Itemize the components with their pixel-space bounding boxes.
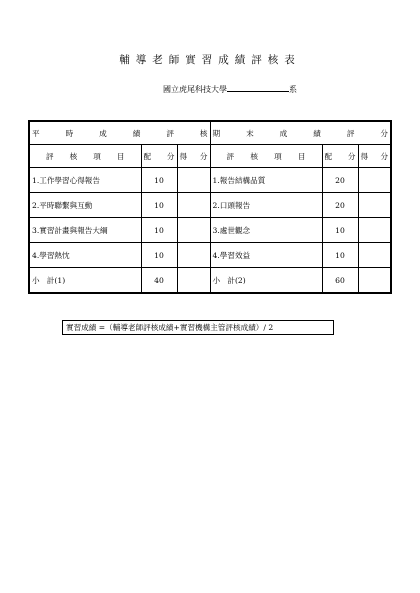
right-item: 4.學習效益 bbox=[210, 243, 322, 268]
table-row bbox=[29, 193, 391, 218]
right-item: 3.處世觀念 bbox=[210, 218, 322, 243]
right-score-cell[interactable] bbox=[358, 243, 391, 268]
final-score-formula: 實習成績 =（輔導老師評核成績+實習機構主管評核成績）/ 2 bbox=[62, 320, 334, 335]
left-item: 2.平時聯繫與互動 bbox=[29, 193, 141, 218]
left-score-cell[interactable] bbox=[177, 168, 210, 193]
left-score-cell[interactable] bbox=[177, 218, 210, 243]
table-row bbox=[29, 168, 391, 193]
department-blank[interactable] bbox=[227, 84, 289, 92]
right-points-header: 配 分 bbox=[322, 145, 358, 168]
right-subtotal-points: 60 bbox=[322, 268, 358, 294]
left-item: 1.工作學習心得報告 bbox=[29, 168, 141, 193]
right-score-header: 得 分 bbox=[358, 145, 391, 168]
table-row bbox=[29, 218, 391, 243]
right-score-cell[interactable] bbox=[358, 193, 391, 218]
left-score-cell[interactable] bbox=[177, 243, 210, 268]
left-score-header: 得 分 bbox=[177, 145, 210, 168]
right-item: 1.報告結構品質 bbox=[210, 168, 322, 193]
final-score-section: 期 末 成 績 評 分 bbox=[210, 121, 391, 145]
table-row bbox=[29, 243, 391, 268]
left-points: 10 bbox=[141, 168, 177, 193]
department-suffix: 系 bbox=[289, 85, 297, 94]
left-item-header: 評 核 項 目 bbox=[29, 145, 141, 168]
left-points: 10 bbox=[141, 243, 177, 268]
right-item-header: 評 核 項 目 bbox=[210, 145, 322, 168]
column-header-row bbox=[29, 145, 391, 168]
left-score-cell[interactable] bbox=[177, 193, 210, 218]
right-score-cell[interactable] bbox=[358, 218, 391, 243]
right-score-cell[interactable] bbox=[358, 168, 391, 193]
right-subtotal-score-cell[interactable] bbox=[358, 268, 391, 294]
right-item: 2.口頭報告 bbox=[210, 193, 322, 218]
left-item: 4.學習熱忱 bbox=[29, 243, 141, 268]
subtotal-row bbox=[29, 268, 391, 294]
left-points-header: 配 分 bbox=[141, 145, 177, 168]
regular-score-section: 平 時 成 績 評 核 bbox=[29, 121, 210, 145]
left-subtotal-points: 40 bbox=[141, 268, 177, 294]
left-points: 10 bbox=[141, 218, 177, 243]
section-header-row bbox=[29, 121, 391, 145]
university-name: 國立虎尾科技大學 bbox=[163, 85, 227, 94]
right-subtotal-label: 小 計(2) bbox=[210, 268, 322, 294]
score-table bbox=[28, 120, 392, 294]
form-title: 輔導老師實習成績評核表 bbox=[119, 54, 301, 66]
left-points: 10 bbox=[141, 193, 177, 218]
right-points: 10 bbox=[322, 218, 358, 243]
right-points: 10 bbox=[322, 243, 358, 268]
form-subtitle bbox=[110, 84, 350, 95]
left-subtotal-score-cell[interactable] bbox=[177, 268, 210, 294]
left-subtotal-label: 小 計(1) bbox=[29, 268, 141, 294]
left-item: 3.實習計畫與報告大綱 bbox=[29, 218, 141, 243]
right-points: 20 bbox=[322, 193, 358, 218]
right-points: 20 bbox=[322, 168, 358, 193]
